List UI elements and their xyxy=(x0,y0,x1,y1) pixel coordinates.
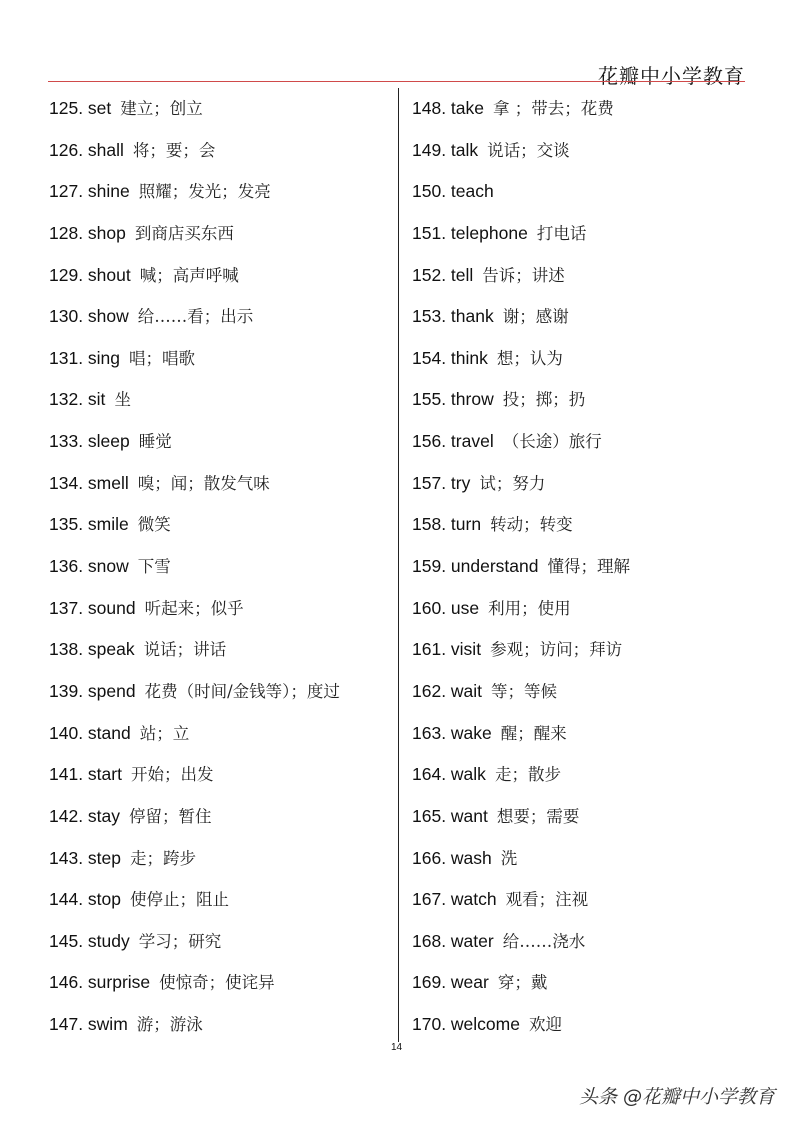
entry-meaning: 打电话 xyxy=(536,223,587,243)
entry-word: 131. sing xyxy=(49,347,121,368)
entry-meaning: 转动；转变 xyxy=(490,515,573,535)
entry-word: 141. start xyxy=(49,764,122,785)
entry-word: 167. watch xyxy=(412,889,497,910)
vocabulary-entry xyxy=(412,754,757,796)
entry-word: 158. turn xyxy=(412,514,482,535)
entry-meaning: 利用；使用 xyxy=(488,598,571,618)
vocabulary-entry xyxy=(49,255,394,297)
entry-meaning: 下雪 xyxy=(137,557,171,577)
vocabulary-entry xyxy=(49,754,394,796)
vocabulary-entry xyxy=(49,171,394,213)
header-rule xyxy=(48,81,745,82)
vocabulary-entry xyxy=(49,338,394,380)
vocabulary-entry xyxy=(49,379,394,421)
column-divider xyxy=(398,88,399,1042)
entry-meaning: 坐 xyxy=(114,390,131,410)
vocabulary-entry xyxy=(412,421,757,463)
vocabulary-entry xyxy=(49,296,394,338)
entry-word: 129. shout xyxy=(49,264,131,285)
entry-word: 145. study xyxy=(49,930,130,951)
entry-meaning: 站；立 xyxy=(139,723,190,743)
entry-word: 157. try xyxy=(412,472,471,493)
entry-meaning: 听起来；似乎 xyxy=(144,598,244,618)
vocabulary-entry xyxy=(412,171,757,213)
entry-word: 165. want xyxy=(412,805,488,826)
entry-word: 168. water xyxy=(412,930,494,951)
entry-word: 150. teach xyxy=(412,181,494,202)
entry-meaning: （长途）旅行 xyxy=(502,432,602,452)
vocabulary-entry xyxy=(49,588,394,630)
entry-meaning: 到商店买东西 xyxy=(134,223,234,243)
entry-meaning: 穿；戴 xyxy=(497,973,548,993)
entry-meaning: 睡觉 xyxy=(138,432,172,452)
entry-word: 166. wash xyxy=(412,847,492,868)
vocabulary-entry xyxy=(412,88,757,130)
entry-meaning: 学习；研究 xyxy=(138,931,222,951)
left-vocabulary-column xyxy=(49,88,394,1046)
entry-word: 148. take xyxy=(412,98,484,118)
entry-meaning: 微笑 xyxy=(137,515,171,535)
entry-word: 169. wear xyxy=(412,972,489,993)
entry-meaning: 谢；感谢 xyxy=(502,307,569,327)
entry-word: 126. shall xyxy=(49,139,124,160)
entry-meaning: 嗅；闻；散发气味 xyxy=(137,473,270,493)
vocabulary-entry xyxy=(49,962,394,1004)
entry-word: 134. smell xyxy=(49,472,129,493)
vocabulary-entry xyxy=(412,338,757,380)
entry-meaning: 告诉；讲述 xyxy=(482,265,565,285)
vocabulary-entry xyxy=(49,463,394,505)
entry-word: 146. surprise xyxy=(49,972,151,993)
entry-meaning: 唱；唱歌 xyxy=(129,348,196,368)
vocabulary-entry xyxy=(412,879,757,921)
entry-meaning: 喊；高声呼喊 xyxy=(139,265,239,285)
entry-meaning: 拿 ；带去；花费 xyxy=(493,99,614,118)
vocabulary-entry xyxy=(412,1004,757,1046)
entry-word: 161. visit xyxy=(412,639,482,660)
vocabulary-entry xyxy=(49,713,394,755)
entry-word: 132. sit xyxy=(49,389,106,410)
entry-meaning: 说话；交谈 xyxy=(487,140,570,160)
entry-word: 128. shop xyxy=(49,222,126,243)
entry-meaning: 建立；创立 xyxy=(120,99,203,118)
vocabulary-entry xyxy=(412,671,757,713)
entry-word: 144. stop xyxy=(49,889,121,910)
entry-word: 153. thank xyxy=(412,306,494,327)
vocabulary-entry xyxy=(412,255,757,297)
entry-meaning: 使停止；阻止 xyxy=(130,890,229,910)
entry-word: 130. show xyxy=(49,306,129,327)
entry-word: 156. travel xyxy=(412,431,494,452)
vocabulary-entry xyxy=(412,379,757,421)
entry-meaning: 给……浇水 xyxy=(502,931,586,951)
vocabulary-entry xyxy=(49,629,394,671)
entry-meaning: 醒；醒来 xyxy=(500,723,567,743)
entry-meaning: 懂得；理解 xyxy=(547,557,630,577)
vocabulary-entry xyxy=(49,796,394,838)
entry-word: 137. sound xyxy=(49,597,136,618)
vocabulary-entry xyxy=(412,796,757,838)
entry-meaning: 洗 xyxy=(500,848,518,868)
entry-meaning: 想；认为 xyxy=(496,348,563,368)
entry-word: 149. talk xyxy=(412,139,479,160)
entry-word: 143. step xyxy=(49,847,121,868)
vocabulary-entry xyxy=(412,713,757,755)
entry-word: 127. shine xyxy=(49,181,130,202)
vocabulary-entry xyxy=(49,504,394,546)
entry-meaning: 参观；访问；拜访 xyxy=(490,640,623,660)
entry-meaning: 使惊奇；使诧异 xyxy=(159,973,275,993)
entry-meaning: 投；掷；扔 xyxy=(502,390,586,410)
vocabulary-entry xyxy=(412,962,757,1004)
right-vocabulary-column xyxy=(412,88,757,1046)
entry-word: 164. walk xyxy=(412,764,486,785)
entry-meaning: 说话；讲话 xyxy=(143,640,227,660)
entry-meaning: 花费（时间/金钱等）；度过 xyxy=(144,681,340,701)
entry-word: 138. speak xyxy=(49,639,135,660)
vocabulary-entry xyxy=(49,671,394,713)
entry-meaning: 走；跨步 xyxy=(130,848,196,868)
vocabulary-entry xyxy=(49,88,394,130)
page-number: 14 xyxy=(390,1042,403,1053)
entry-meaning: 给……看；出示 xyxy=(137,307,254,327)
vocabulary-entry xyxy=(412,130,757,172)
vocabulary-entry xyxy=(412,463,757,505)
entry-meaning: 照耀；发光；发亮 xyxy=(138,182,271,202)
vocabulary-entry xyxy=(412,504,757,546)
entry-word: 163. wake xyxy=(412,722,492,743)
entry-word: 147. swim xyxy=(49,1014,128,1035)
header-title: 花瓣中小学教育 xyxy=(598,64,745,88)
vocabulary-entry xyxy=(412,213,757,255)
entry-word: 162. wait xyxy=(412,680,483,701)
vocabulary-entry xyxy=(49,921,394,963)
entry-meaning: 观看；注视 xyxy=(505,890,589,910)
entry-meaning: 欢迎 xyxy=(528,1015,562,1035)
entry-word: 159. understand xyxy=(412,556,539,577)
vocabulary-entry xyxy=(412,629,757,671)
entry-meaning: 游；游泳 xyxy=(136,1015,203,1035)
vocabulary-entry xyxy=(49,130,394,172)
watermark: 头条 @花瓣中小学教育 xyxy=(578,1086,775,1108)
entry-meaning: 将；要；会 xyxy=(132,140,216,160)
entry-word: 139. spend xyxy=(49,680,136,701)
entry-meaning: 走；散步 xyxy=(494,765,561,785)
entry-meaning: 试；努力 xyxy=(479,473,546,493)
entry-word: 140. stand xyxy=(49,722,131,743)
entry-word: 151. telephone xyxy=(412,222,528,243)
entry-word: 155. throw xyxy=(412,389,494,410)
vocabulary-entry xyxy=(49,1004,394,1046)
vocabulary-entry xyxy=(49,546,394,588)
vocabulary-entry xyxy=(412,588,757,630)
entry-word: 136. snow xyxy=(49,556,129,577)
vocabulary-entry xyxy=(49,213,394,255)
entry-meaning: 想要；需要 xyxy=(496,806,580,826)
entry-word: 133. sleep xyxy=(49,431,130,452)
entry-word: 152. tell xyxy=(412,264,474,285)
entry-meaning: 开始；出发 xyxy=(130,765,214,785)
entry-word: 170. welcome xyxy=(412,1014,520,1035)
entry-word: 160. use xyxy=(412,597,480,618)
entry-word: 135. smile xyxy=(49,514,129,535)
vocabulary-entry xyxy=(49,838,394,880)
entry-meaning: 等；等候 xyxy=(491,681,558,701)
vocabulary-entry xyxy=(49,421,394,463)
vocabulary-entry xyxy=(412,838,757,880)
vocabulary-entry xyxy=(412,296,757,338)
vocabulary-entry xyxy=(49,879,394,921)
entry-word: 125. set xyxy=(49,98,112,118)
entry-word: 154. think xyxy=(412,347,488,368)
entry-word: 142. stay xyxy=(49,805,121,826)
vocabulary-entry xyxy=(412,546,757,588)
entry-meaning: 停留；暂住 xyxy=(129,806,212,826)
vocabulary-entry xyxy=(412,921,757,963)
